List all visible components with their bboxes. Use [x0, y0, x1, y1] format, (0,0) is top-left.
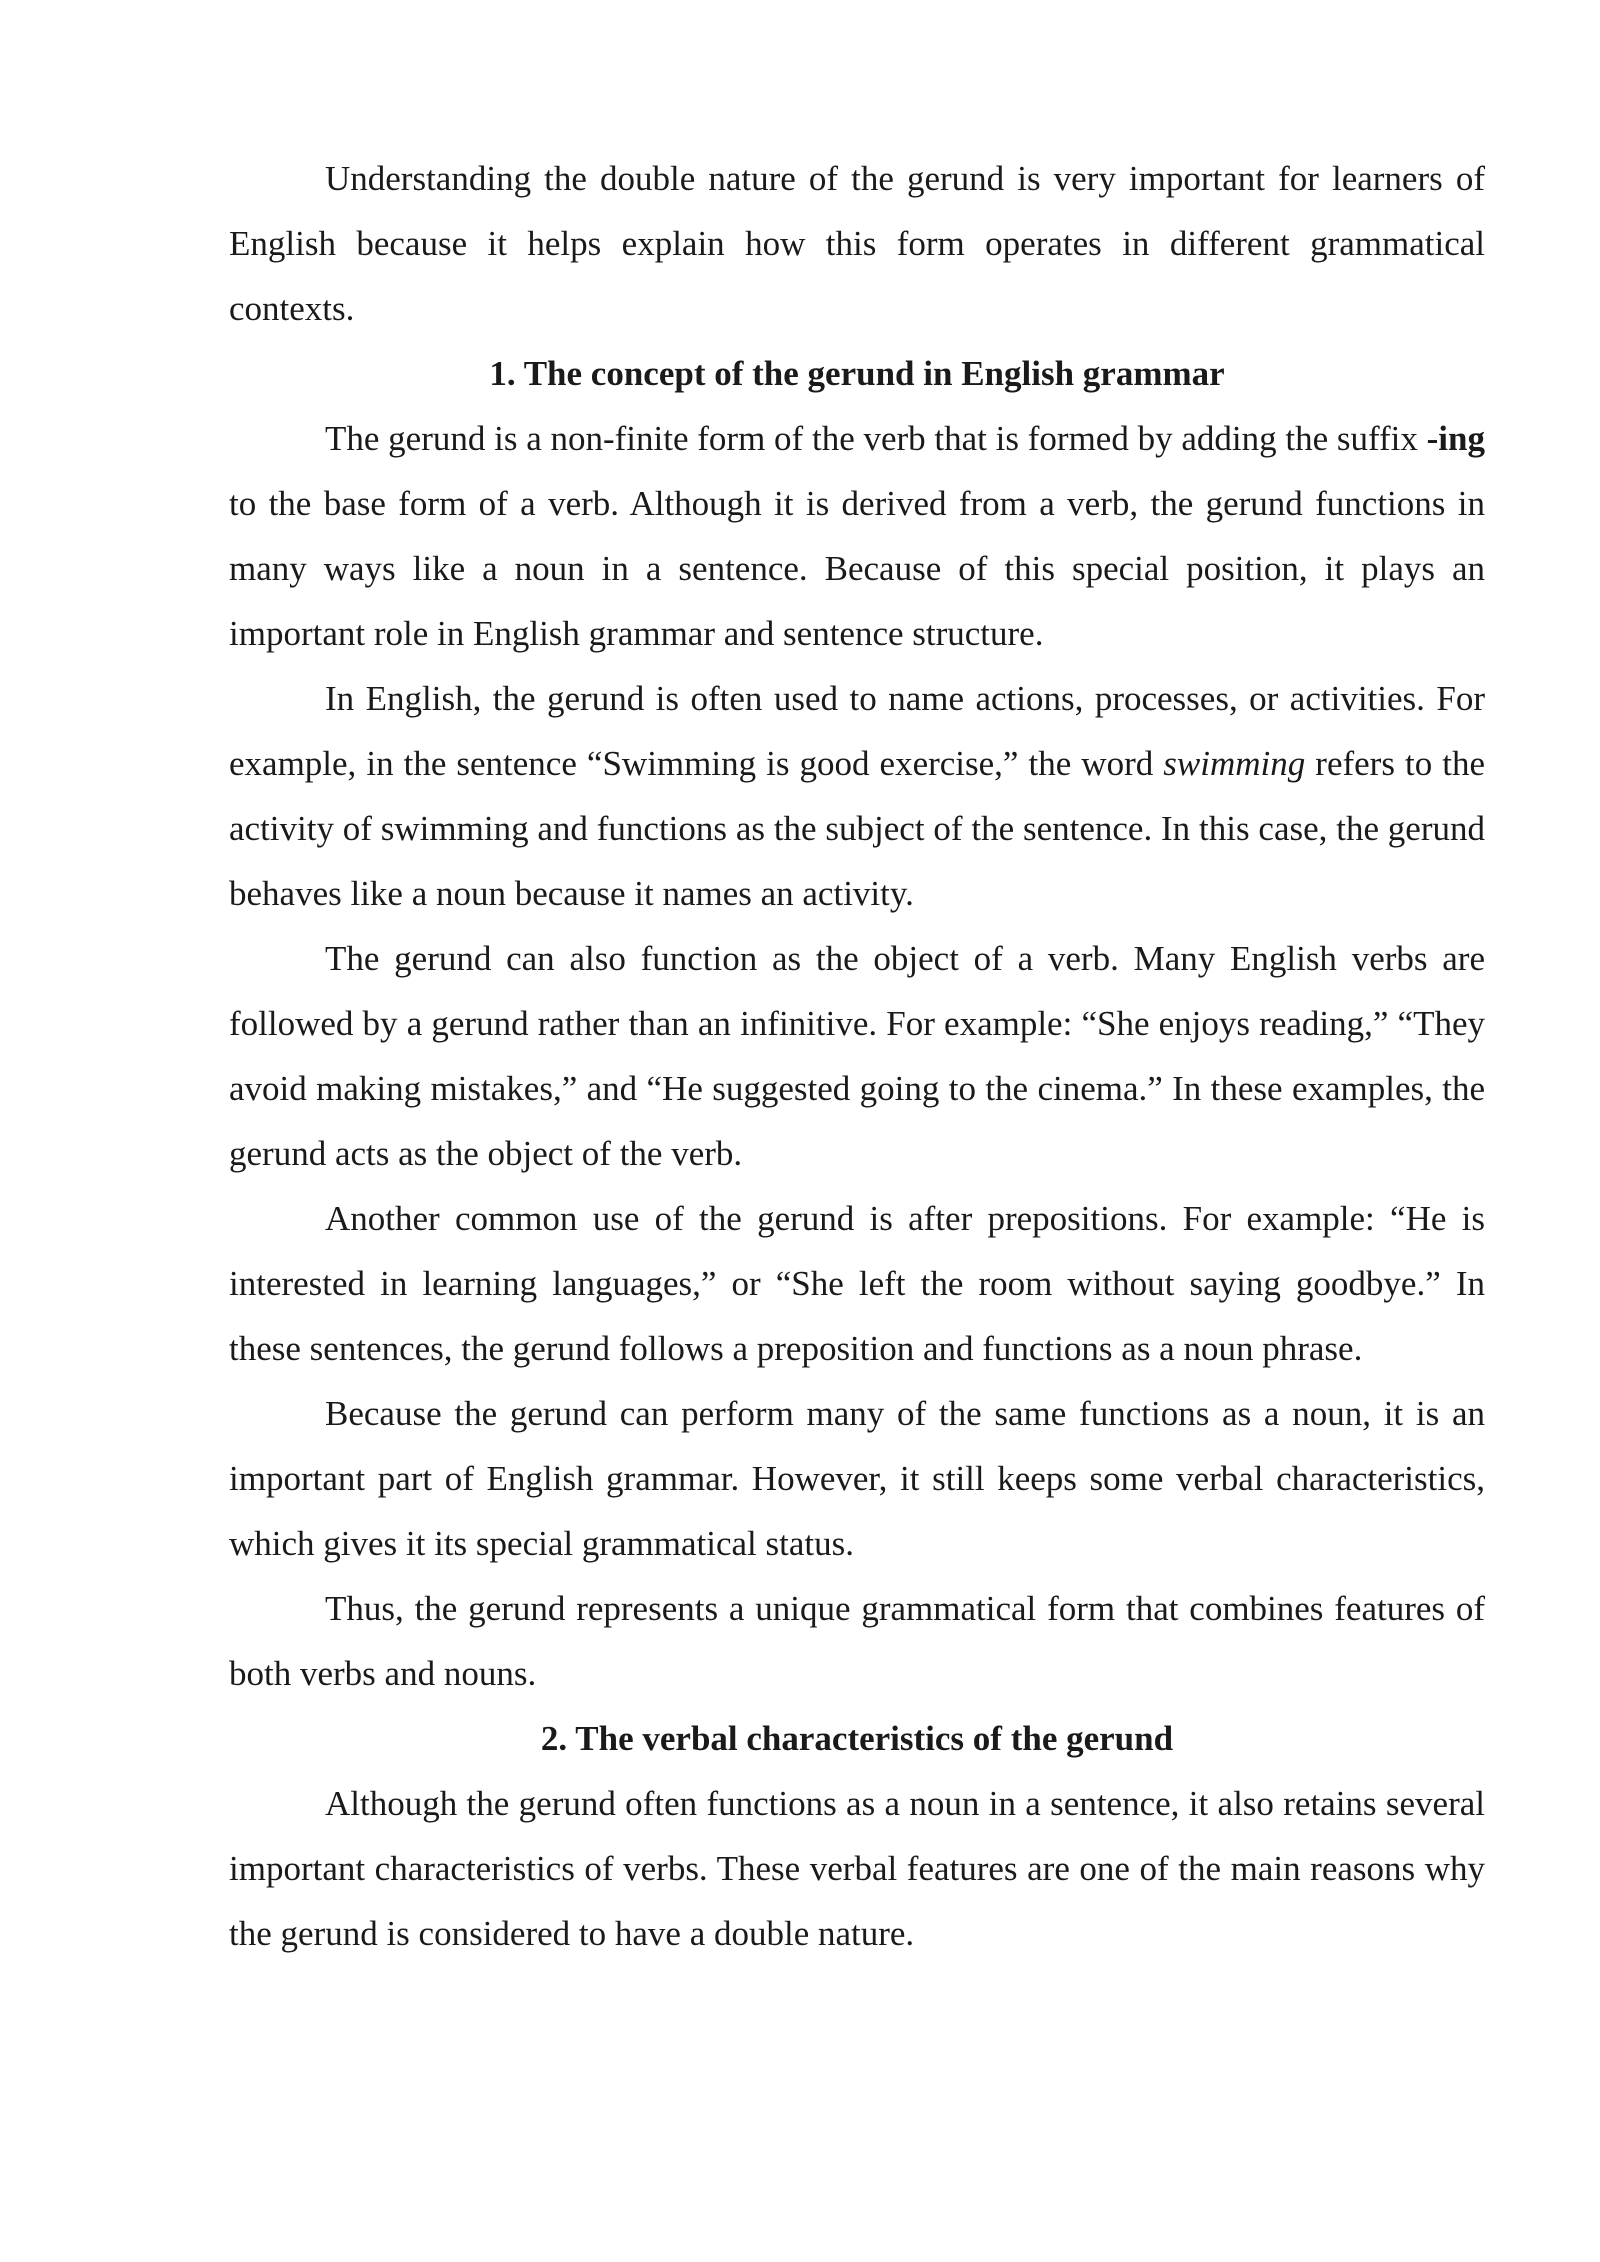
intro-paragraph: Understanding the double nature of the gerund is very important for learners of English because it helps explain how this form operates in different grammatical contexts. — [229, 159, 1485, 328]
section-1-paragraph-2 — [229, 666, 1485, 926]
swimming-italic: swimming — [1163, 744, 1306, 783]
paragraph-text: to the base form of a verb. Although it is derived from a verb, the gerund functions in many ways like a noun in a sentence. Because of this special position, it plays an important role in English grammar and sentence structure. — [229, 484, 1485, 653]
section-1-paragraph-1 — [229, 406, 1485, 666]
paragraph-text: refers to the activity of swimming and functions as the subject of the sentence. In this case, the gerund behaves like a noun because it names an activity. — [229, 744, 1486, 913]
suffix-ing-bold: -ing — [1426, 419, 1485, 458]
section-1-paragraph-5: Because the gerund can perform many of the same functions as a noun, it is an important part of English grammar. However, it still keeps some verbal characteristics, which gives it its special grammatical status. — [229, 1394, 1485, 1563]
section-1-paragraph-3: The gerund can also function as the object of a verb. Many English verbs are followed by a gerund rather than an infinitive. For example: “She enjoys reading,” “They avoid making mistakes,” and “He suggested going to the cinema.” In these examples, the gerund acts as the object of the verb. — [229, 939, 1485, 1173]
paragraph-text: In English, the gerund is often used to name actions, processes, or activities. For example, in the sentence “Swimming is good exercise,” the word — [229, 679, 1485, 783]
section-1-heading: 1. The concept of the gerund in English grammar — [489, 354, 1225, 393]
paragraph-text: The gerund is a non-finite form of the verb that is formed by adding the suffix — [325, 419, 1427, 458]
section-1-paragraph-4: Another common use of the gerund is after prepositions. For example: “He is interested in learning languages,” or “She left the room without saying goodbye.” In these sentences, the gerund follows a preposition and functions as a noun phrase. — [229, 1199, 1485, 1368]
section-1-paragraph-6: Thus, the gerund represents a unique grammatical form that combines features of both verbs and nouns. — [229, 1589, 1485, 1693]
section-2-heading: 2. The verbal characteristics of the gerund — [540, 1719, 1174, 1758]
section-2-paragraph-1: Although the gerund often functions as a noun in a sentence, it also retains several important characteristics of verbs. These verbal features are one of the main reasons why the gerund is considered to have a double nature. — [229, 1784, 1485, 1953]
